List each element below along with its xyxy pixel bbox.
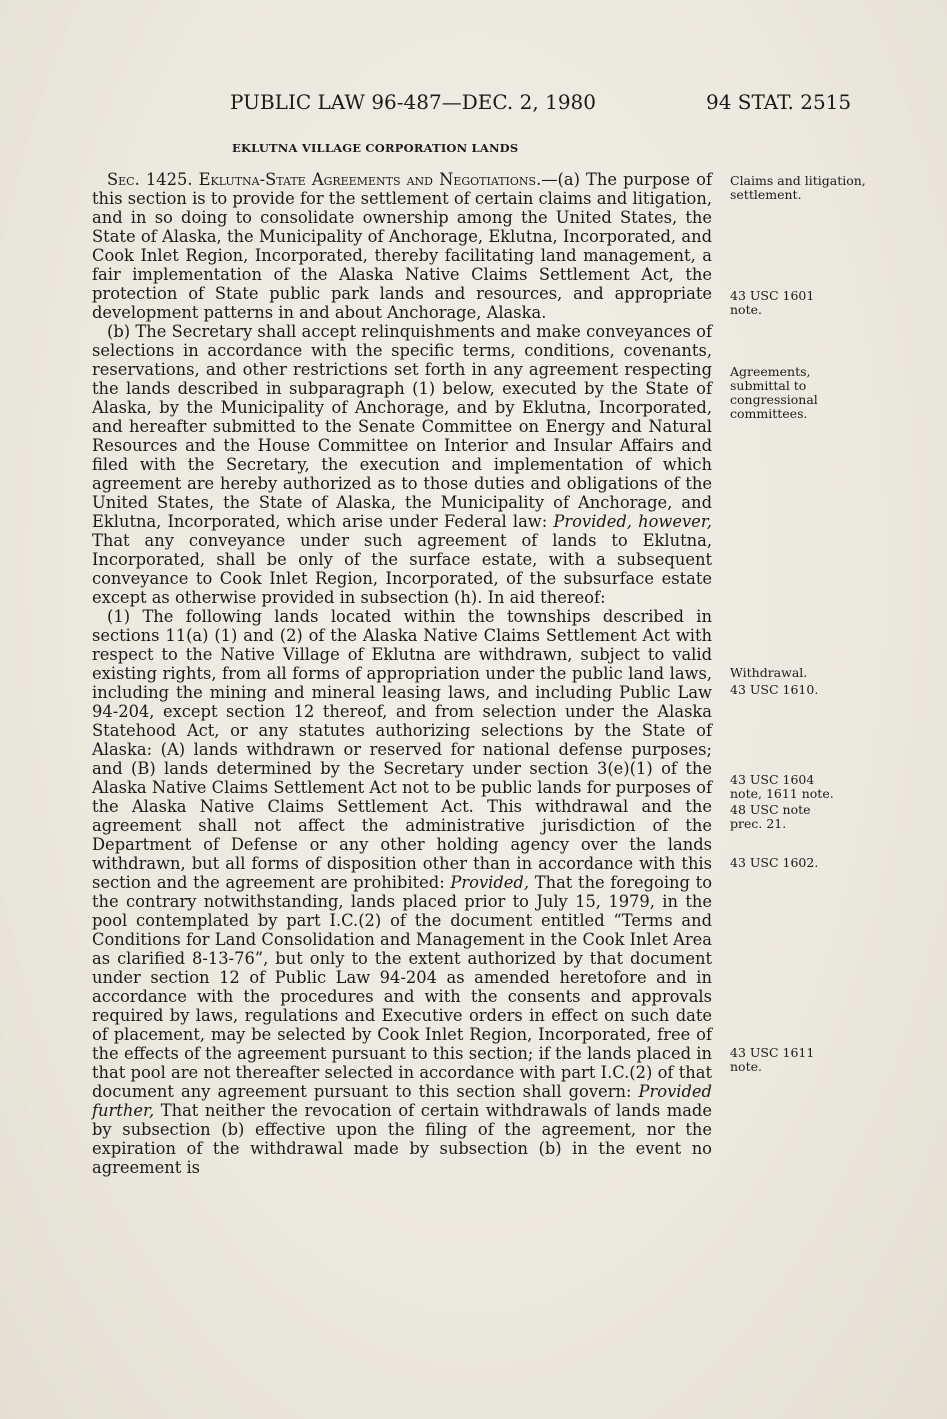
margin-note-agreements: Agreements, submittal to congressional committees. [730, 364, 818, 421]
paragraph-b1-text-2: That the foregoing to the contrary notwithstanding, lands placed prior to July 15, 1979, in the pool contemplated by part I.C.(2) of the document entitled “Terms and Conditions for Land Consolidation and Management in the Cook Inlet Area as clarified 8-13-76”, but only to the extent authorized by that document under section 12 of Public Law 94-204 as amended heretofore and in accordance with the procedures and with the consents and approvals required by laws, regulations and Executive orders in effect on such date of placement, may be selected by Cook Inlet Region, Incorporated, free of the effects of the agreement pursuant to this section; if the lands placed in that pool are not thereafter selected in accordance with part I.C.(2) of that document any agreement pursuant to this section shall govern: [92, 873, 712, 1101]
paragraph-b1 [92, 607, 712, 1177]
paragraph-a [92, 170, 712, 322]
paragraph-b [92, 322, 712, 607]
margin-note-48usc: 48 USC note prec. 21. [730, 802, 811, 831]
page-header-stat: 94 STAT. 2515 [706, 90, 852, 114]
section-caption: Eklutna-State Agreements and Negotiations. [198, 170, 542, 189]
section-heading: EKLUTNA VILLAGE CORPORATION LANDS [232, 141, 519, 155]
proviso-further: Provided further, [92, 1082, 712, 1120]
paragraph-a-text: —(a) The purpose of this section is to provide for the settlement of certain claims and litigation, and in so doing to consolidate ownership among the United States, the State of Alaska, the Municipality of Anchorage, Eklutna, Incorporated, and Cook Inlet Region, Incorporated, thereby facilitating land management, a fair implementation of the Alaska Native Claims Settlement Act, the protection of State public park lands and resources, and appropriate development patterns in and about Anchorage, Alaska. [92, 170, 712, 322]
paragraph-b1-text-3: That neither the revocation of certain withdrawals of lands made by subsection (b) effective upon the filing of the agreement, nor the expiration of the withdrawal made by subsection (b) in the event no agreement is [92, 1101, 712, 1177]
paragraph-b1-text-1: (1) The following lands located within the townships described in sections 11(a) (1) and (2) of the Alaska Native Claims Settlement Act with respect to the Native Village of Eklutna are withdrawn, subject to valid existing rights, from all forms of appropriation under the public land laws, including the mining and mineral leasing laws, and including Public Law 94-204, except section 12 thereof, and from selection under the Alaska Statehood Act, or any statutes authorizing selections by the State of Alaska: (A) lands withdrawn or reserved for national defense purposes; and (B) lands determined by the Secretary under section 3(e)(1) of the Alaska Native Claims Settlement Act not to be public lands for purposes of the Alaska Native Claims Settlement Act. This withdrawal and the agreement shall not affect the administrative jurisdiction of the Department of Defense or any other holding agency over the lands withdrawn, but all forms of disposition other than in accordance with this section and the agreement are prohibited: [92, 607, 712, 892]
margin-note-1601: 43 USC 1601 note. [730, 288, 815, 317]
statute-body [92, 170, 712, 1177]
margin-note-1604: 43 USC 1604 note, 1611 note. [730, 772, 834, 801]
margin-note-claims: Claims and litigation, settlement. [730, 173, 866, 202]
margin-note-1611: 43 USC 1611 note. [730, 1045, 815, 1074]
page-header-title: PUBLIC LAW 96-487—DEC. 2, 1980 [230, 90, 596, 114]
proviso-1: Provided, [450, 873, 530, 892]
proviso-however: Provided, however, [553, 512, 712, 531]
margin-note-withdrawal: Withdrawal. [730, 665, 808, 680]
margin-note-1602: 43 USC 1602. [730, 855, 819, 870]
section-number: Sec. 1425. [107, 170, 193, 189]
paragraph-b-text-1: (b) The Secretary shall accept relinquishments and make conveyances of selections in accordance with the specific terms, conditions, covenants, reservations, and other restrictions set forth in any agreement respecting the lands described in subparagraph (1) below, executed by the State of Alaska, by the Municipality of Anchorage, and by Eklutna, Incorporated, and hereafter submitted to the Senate Committee on Energy and Natural Resources and the House Committee on Interior and Insular Affairs and filed with the Secretary, the execution and implementation of which agreement are hereby authorized as to those duties and obligations of the United States, the State of Alaska, the Municipality of Anchorage, and Eklutna, Incorporated, which arise under Federal law: [92, 322, 712, 531]
margin-note-1610: 43 USC 1610. [730, 682, 819, 697]
paragraph-b-text-2: That any conveyance under such agreement of lands to Eklutna, Incorporated, shall be only of the surface estate, with a subsequent conveyance to Cook Inlet Region, Incorporated, of the subsurface estate except as otherwise provided in subsection (h). In aid thereof: [92, 531, 712, 607]
